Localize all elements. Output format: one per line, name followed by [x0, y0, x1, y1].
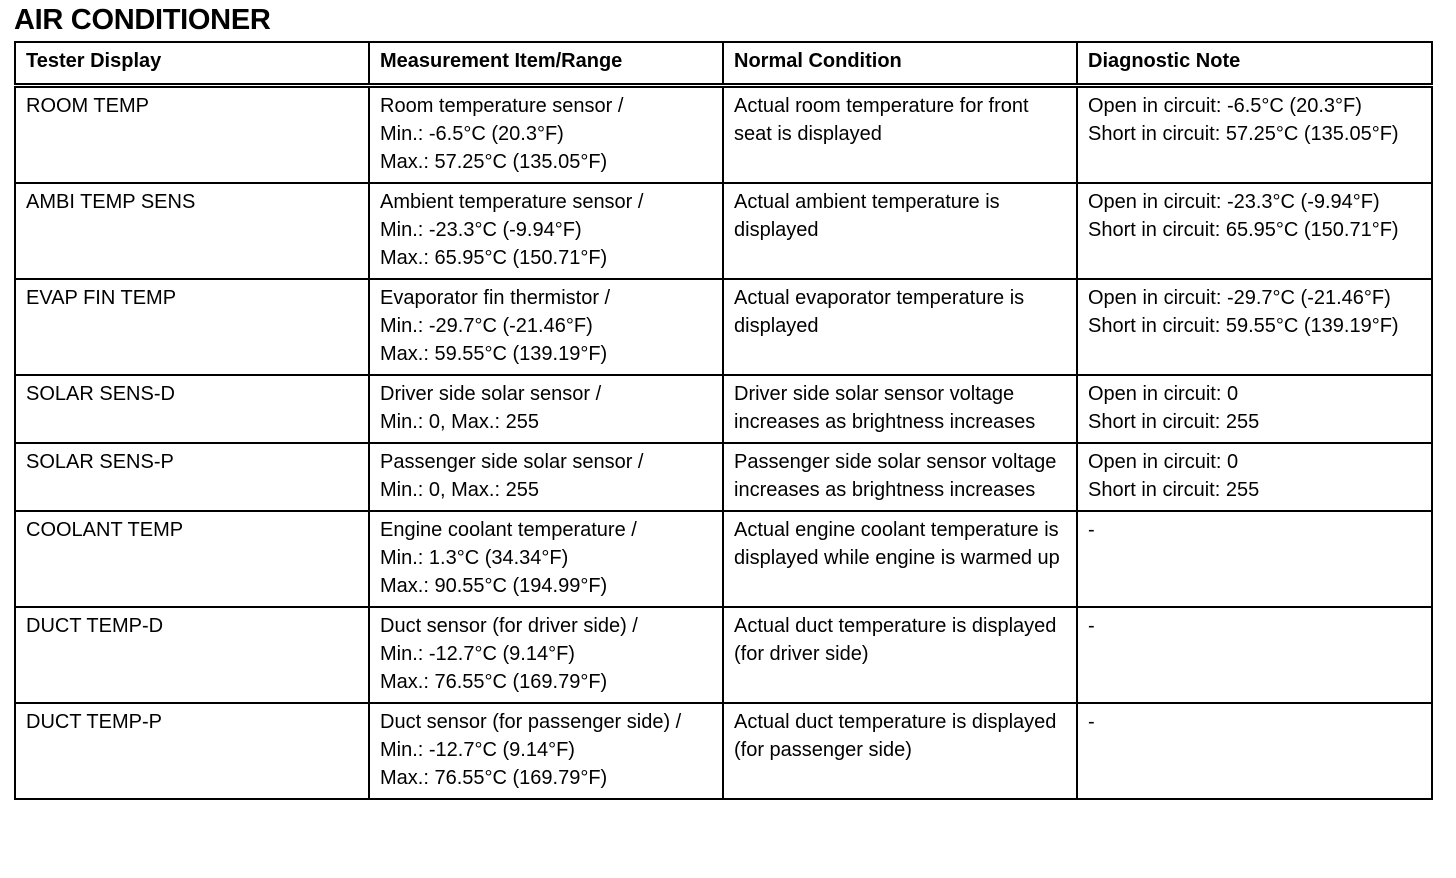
tester-display-cell: COOLANT TEMP [15, 511, 369, 607]
table-row [15, 279, 1432, 375]
diagnostic-note-cell [1077, 279, 1432, 375]
table-row [15, 183, 1432, 279]
measurement-cell [369, 279, 723, 375]
normal-condition-cell: Driver side solar sensor voltage increases as brightness increases [723, 375, 1077, 443]
measurement-item: Duct sensor (for driver side) / [380, 615, 638, 637]
diagnostic-table [14, 41, 1433, 800]
diagnostic-note-cell [1077, 86, 1432, 184]
measurement-cell [369, 511, 723, 607]
normal-condition-cell: Actual duct temperature is displayed (for driver side) [723, 607, 1077, 703]
measurement-max: Max.: 65.95°C (150.71°F) [380, 247, 608, 269]
measurement-min: Min.: 1.3°C (34.34°F) [380, 547, 569, 569]
measurement-min: Min.: -6.5°C (20.3°F) [380, 123, 564, 145]
diagnostic-note-cell [1077, 183, 1432, 279]
table-row [15, 86, 1432, 184]
measurement-min: Min.: -12.7°C (9.14°F) [380, 643, 575, 665]
measurement-item: Passenger side solar sensor / [380, 451, 644, 473]
normal-condition-cell: Actual evaporator temperature is displayed [723, 279, 1077, 375]
diagnostic-note-cell [1077, 703, 1432, 799]
table-row [15, 703, 1432, 799]
page-title: AIR CONDITIONER [14, 4, 271, 36]
table-row [15, 511, 1432, 607]
measurement-cell [369, 375, 723, 443]
table-body [15, 86, 1432, 800]
diagnostic-note-cell [1077, 511, 1432, 607]
tester-display-cell: AMBI TEMP SENS [15, 183, 369, 279]
measurement-item: Duct sensor (for passenger side) / [380, 711, 682, 733]
note-open-circuit: Open in circuit: -29.7°C (-21.46°F) [1088, 287, 1391, 309]
note-open-circuit: Open in circuit: 0 [1088, 451, 1239, 473]
header-tester-display: Tester Display [15, 42, 369, 86]
measurement-item: Ambient temperature sensor / [380, 191, 644, 213]
measurement-max: Max.: 90.55°C (194.99°F) [380, 575, 608, 597]
measurement-item: Engine coolant temperature / [380, 519, 637, 541]
tester-display-cell: ROOM TEMP [15, 86, 369, 184]
note-open-circuit: Open in circuit: -23.3°C (-9.94°F) [1088, 191, 1380, 213]
measurement-min: Min.: -12.7°C (9.14°F) [380, 739, 575, 761]
measurement-max: Max.: 59.55°C (139.19°F) [380, 343, 608, 365]
tester-display-cell: DUCT TEMP-P [15, 703, 369, 799]
measurement-range: Min.: 0, Max.: 255 [380, 411, 539, 433]
header-normal-condition: Normal Condition [723, 42, 1077, 86]
measurement-max: Max.: 76.55°C (169.79°F) [380, 671, 608, 693]
note-empty: - [1088, 615, 1095, 637]
measurement-item: Evaporator fin thermistor / [380, 287, 611, 309]
measurement-max: Max.: 57.25°C (135.05°F) [380, 151, 608, 173]
header-diagnostic-note: Diagnostic Note [1077, 42, 1432, 86]
normal-condition-cell: Actual engine coolant temperature is displayed while engine is warmed up [723, 511, 1077, 607]
tester-display-cell: EVAP FIN TEMP [15, 279, 369, 375]
header-row [15, 42, 1432, 86]
note-short-circuit: Short in circuit: 57.25°C (135.05°F) [1088, 123, 1399, 145]
note-empty: - [1088, 519, 1095, 541]
note-short-circuit: Short in circuit: 65.95°C (150.71°F) [1088, 219, 1399, 241]
measurement-cell [369, 703, 723, 799]
normal-condition-cell: Actual duct temperature is displayed (for passenger side) [723, 703, 1077, 799]
note-open-circuit: Open in circuit: -6.5°C (20.3°F) [1088, 95, 1362, 117]
measurement-min: Min.: -29.7°C (-21.46°F) [380, 315, 593, 337]
diagnostic-note-cell [1077, 443, 1432, 511]
normal-condition-cell: Actual room temperature for front seat is displayed [723, 86, 1077, 184]
header-measurement-item-range: Measurement Item/Range [369, 42, 723, 86]
note-empty: - [1088, 711, 1095, 733]
tester-display-cell: DUCT TEMP-D [15, 607, 369, 703]
measurement-max: Max.: 76.55°C (169.79°F) [380, 767, 608, 789]
note-short-circuit: Short in circuit: 59.55°C (139.19°F) [1088, 315, 1399, 337]
measurement-item: Driver side solar sensor / [380, 383, 602, 405]
note-open-circuit: Open in circuit: 0 [1088, 383, 1239, 405]
note-short-circuit: Short in circuit: 255 [1088, 479, 1260, 501]
note-short-circuit: Short in circuit: 255 [1088, 411, 1260, 433]
normal-condition-cell: Actual ambient temperature is displayed [723, 183, 1077, 279]
measurement-item: Room temperature sensor / [380, 95, 624, 117]
table-row [15, 607, 1432, 703]
measurement-cell [369, 607, 723, 703]
diagnostic-note-cell [1077, 607, 1432, 703]
diagnostic-note-cell [1077, 375, 1432, 443]
measurement-cell [369, 86, 723, 184]
measurement-range: Min.: 0, Max.: 255 [380, 479, 539, 501]
table-header [15, 42, 1432, 86]
measurement-min: Min.: -23.3°C (-9.94°F) [380, 219, 582, 241]
tester-display-cell: SOLAR SENS-P [15, 443, 369, 511]
normal-condition-cell: Passenger side solar sensor voltage increases as brightness increases [723, 443, 1077, 511]
table-row [15, 375, 1432, 443]
table-row [15, 443, 1432, 511]
measurement-cell [369, 183, 723, 279]
tester-display-cell: SOLAR SENS-D [15, 375, 369, 443]
measurement-cell [369, 443, 723, 511]
